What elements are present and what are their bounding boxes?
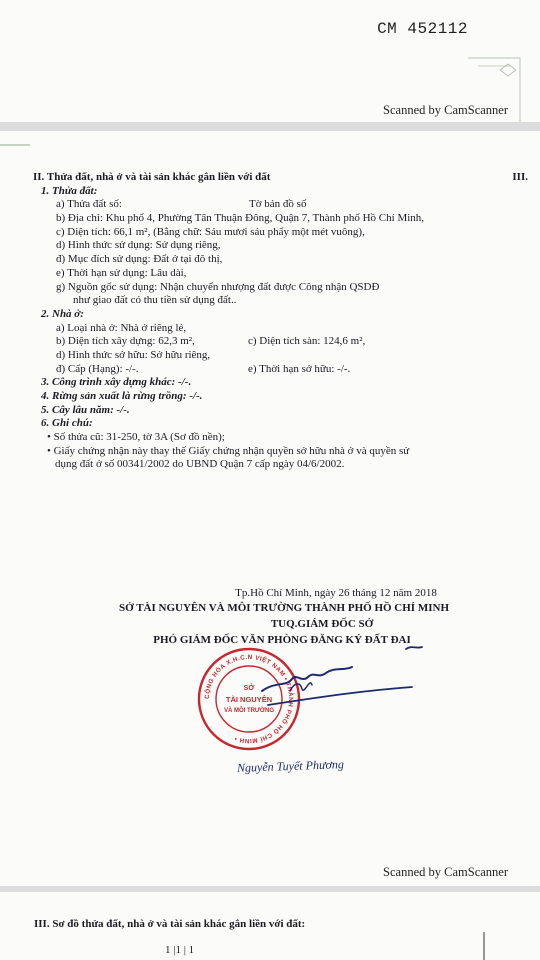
stamp-center-3: VÀ MÔI TRƯỜNG (223, 708, 275, 714)
issue-date: Tp.Hồ Chí Minh, ngày 26 tháng 12 năm 2018 (235, 587, 437, 599)
issuing-organization: SỞ TÀI NGUYÊN VÀ MÔI TRƯỜNG THÀNH PHỐ HỒ CHÍ MINH (118, 602, 450, 614)
land-use-form: d) Hình thức sử dụng: Sử dụng riêng, (56, 239, 221, 252)
house-build-area: b) Diện tích xây dựng: 62,3 m², c) Diện tích sàn: 124,6 m², (56, 335, 366, 348)
map-sheet-number: Tờ bản đồ số (249, 198, 307, 211)
signer-title: PHÓ GIÁM ĐỐC VĂN PHÒNG ĐĂNG KÝ ĐẤT ĐAI (153, 634, 411, 646)
signer-name: Nguyễn Tuyết Phương (236, 757, 345, 775)
certificate-serial: CM 452112 (377, 20, 468, 38)
section-ii-title: II. Thửa đất, nhà ở và tài sản khác gắn liền với đất (33, 171, 271, 183)
note-replacement-cont: dụng đất ở số 00341/2002 do UBND Quận 7 cấp ngày 04/6/2002. (55, 458, 345, 471)
house-floor-area: c) Diện tích sàn: 124,6 m², (248, 335, 366, 348)
house-ownership-form: d) Hình thức sở hữu: Sở hữu riêng, (56, 348, 211, 361)
house-ownership-term: e) Thời hạn sở hữu: -/-. (248, 362, 351, 375)
land-use-term: e) Thời hạn sử dụng: Lâu dài, (56, 266, 187, 279)
note-replacement: • Giấy chứng nhận này thay thế Giấy chứng nhận quyền sở hữu nhà ở và quyền sử (47, 444, 410, 457)
main-page (0, 131, 540, 886)
land-area: c) Diện tích: 66,1 m², (Bằng chữ: Sáu mươi sáu phẩy một mét vuông), (56, 225, 365, 238)
stamp-ring-text: CỘNG HÒA X.H.C.N VIỆT NAM • THÀNH PHỐ HỒ CHÍ MINH • (203, 653, 295, 745)
house-grade: đ) Cấp (Hạng): -/-. e) Thời hạn sở hữu: -/-. (56, 362, 351, 375)
map-edge-lines (0, 892, 540, 960)
stamp-center-2: TÀI NGUYÊN (225, 695, 273, 704)
other-constructions: 3. Công trình xây dựng khác: -/-. (41, 376, 192, 389)
authorization-line: TUQ.GIÁM ĐỐC SỞ (270, 618, 374, 630)
bottom-page-fragment (0, 892, 540, 960)
notes-heading: 6. Ghi chú: (41, 417, 93, 430)
top-page-fragment (0, 0, 540, 122)
camscanner-watermark: Scanned by CamScanner (383, 103, 508, 117)
side-section-number: III. (512, 171, 528, 183)
house-heading: 2. Nhà ở: (41, 307, 84, 320)
map-fragment-number: 1 |1 | 1 (165, 944, 195, 956)
land-use-origin-cont: như giao đất có thu tiền sử dụng đất.. (73, 294, 237, 307)
land-parcel-number: a) Thửa đất số: Tờ bản đồ số (56, 198, 307, 211)
land-use-origin: g) Nguồn gốc sử dụng: Nhận chuyển nhượng đất được Công nhận QSDĐ (56, 280, 380, 293)
perennial-trees: 5. Cây lâu năm: -/-. (41, 403, 130, 416)
section-iii-title: III. Sơ đồ thửa đất, nhà ở và tài sản khác gắn liền với đất: (34, 918, 306, 930)
house-type: a) Loại nhà ở: Nhà ở riêng lẻ, (56, 321, 187, 334)
land-heading: 1. Thửa đất: (41, 184, 98, 197)
stamp-center-1: SỞ (243, 685, 255, 692)
camscanner-watermark: Scanned by CamScanner (383, 865, 508, 879)
land-address: b) Địa chỉ: Khu phố 4, Phường Tân Thuận Đông, Quận 7, Thành phố Hồ Chí Minh, (56, 212, 425, 225)
land-use-purpose: đ) Mục đích sử dụng: Đất ở tại đô thị, (56, 253, 223, 266)
note-old-parcel: • Số thửa cũ: 31-250, tờ 3A (Sơ đồ nền); (47, 431, 225, 444)
production-forest: 4. Rừng sản xuất là rừng trồng: -/-. (41, 390, 203, 402)
